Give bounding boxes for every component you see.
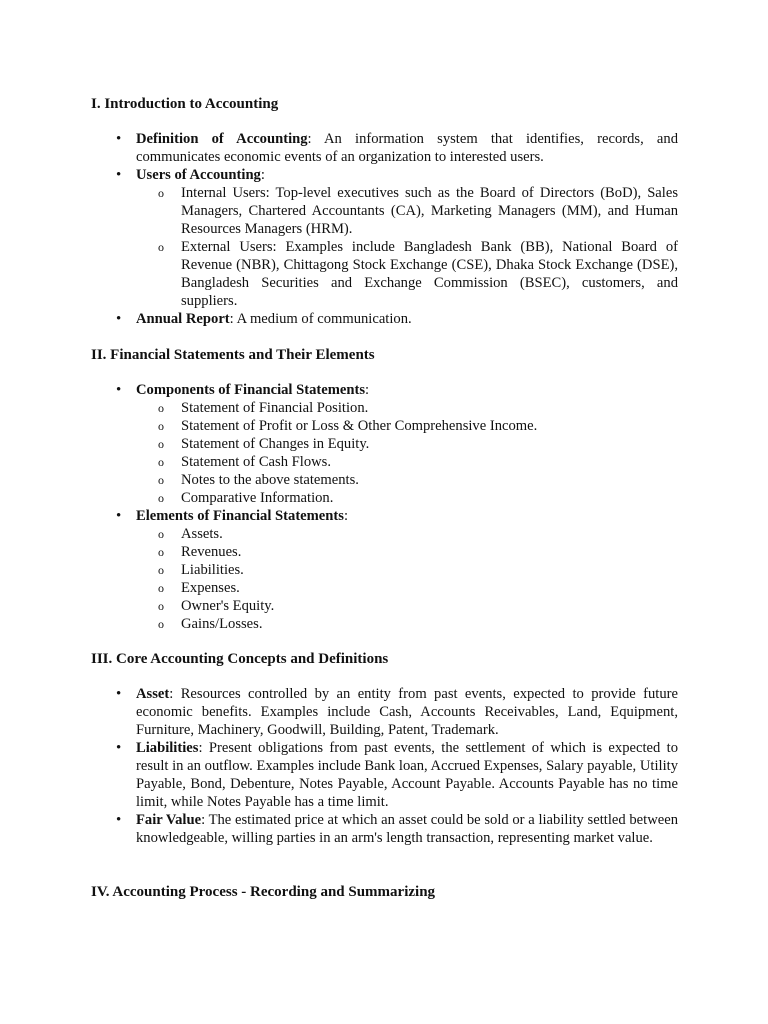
list-item-asset: • Asset: Resources controlled by an entity from past events, expected to provide future economic benefits. Examples include Cash, Accounts Receivables, Land, Equipment, Furniture, Machinery, Goodwill, Building, Patent, Trademark. xyxy=(116,686,678,738)
section-list-core-concepts xyxy=(116,685,678,847)
term-label: Fair Value xyxy=(136,812,202,828)
circle-bullet-icon: o xyxy=(158,491,164,505)
circle-bullet-icon: o xyxy=(158,401,164,415)
term-label: Users of Accounting xyxy=(136,167,261,183)
circle-bullet-icon: o xyxy=(158,473,164,487)
bullet-icon: • xyxy=(116,508,122,524)
bullet-icon: • xyxy=(116,740,122,756)
sublist-item: o Gains/Losses. xyxy=(158,616,263,632)
bullet-icon: • xyxy=(116,812,122,828)
section-list-financial-statements xyxy=(116,381,678,633)
circle-bullet-icon: o xyxy=(158,617,164,631)
sublist-item-external-users: o External Users: Examples include Bangladesh Bank (BB), National Board of Revenue (NBR), Chittagong Stock Exchange (CSE), Dhaka Stock Exchange (DSE), Bangladesh Securities and Exchange Commission (BSEC), customers, and suppliers. xyxy=(158,239,678,309)
circle-bullet-icon: o xyxy=(158,545,164,559)
circle-bullet-icon: o xyxy=(158,599,164,613)
circle-bullet-icon: o xyxy=(158,455,164,469)
definition-text: Present obligations from past events, the settlement of which is expected to result in an outflow. Examples include Bank loan, Accrued Expenses, Salary payable, Utility Payable, Bond, Debenture, Notes Payable, Account Payable. Accounts Payable has no time limit, while Notes Payable has a time limit. xyxy=(136,740,678,810)
circle-bullet-icon: o xyxy=(158,563,164,577)
sublist-item: o Statement of Cash Flows. xyxy=(158,454,331,470)
sublist-item: o Comparative Information. xyxy=(158,490,334,506)
circle-bullet-icon: o xyxy=(158,581,164,595)
section-heading-accounting-process: IV. Accounting Process - Recording and Summarizing xyxy=(91,884,436,900)
sublist-item: o Statement of Financial Position. xyxy=(158,400,369,416)
circle-bullet-icon: o xyxy=(158,419,164,433)
list-item-definition-of-accounting: • Definition of Accounting: An information system that identifies, records, and communicates economic events of an organization to interested users. xyxy=(116,131,678,165)
definition-text: An information system that identifies, records, and communicates economic events of an organization to interested users. xyxy=(136,131,678,165)
sublist-item: o Notes to the above statements. xyxy=(158,472,359,488)
circle-bullet-icon: o xyxy=(158,437,164,451)
sublist-item: o Statement of Changes in Equity. xyxy=(158,436,370,452)
section-list-introduction xyxy=(116,130,678,328)
sublist-item: o Assets. xyxy=(158,526,223,542)
sublist-item: o Statement of Profit or Loss & Other Comprehensive Income. xyxy=(158,418,538,434)
term-label: Annual Report xyxy=(136,311,230,327)
list-item-liabilities: • Liabilities: Present obligations from past events, the settlement of which is expected to result in an outflow. Examples include Bank loan, Accrued Expenses, Salary payable, Utility Payable, Bond, Debenture, Notes Payable, Account Payable. Accounts Payable has no time limit, while Notes Payable has a time limit. xyxy=(116,740,678,810)
definition-text: Resources controlled by an entity from past events, expected to provide future economic benefits. Examples include Cash, Accounts Receivables, Land, Equipment, Furniture, Machinery, Goodwill, Building, Patent, Trademark. xyxy=(136,686,678,738)
sublist-item: o Liabilities. xyxy=(158,562,244,578)
sublist-elements xyxy=(136,525,678,633)
bullet-icon: • xyxy=(116,311,122,327)
circle-bullet-icon: o xyxy=(158,240,164,254)
sublist-item: o Owner's Equity. xyxy=(158,598,275,614)
sublist-users xyxy=(136,184,678,310)
list-item-elements: • Elements of Financial Statements: o Assets. o Revenues. o Liabilities. o Expenses. o Owner's Equity. o Gains/Losses. xyxy=(136,507,678,633)
sublist-components xyxy=(136,399,678,507)
list-item-annual-report: • Annual Report: A medium of communication. xyxy=(116,311,412,327)
sublist-item: o Revenues. xyxy=(158,544,242,560)
bullet-icon: • xyxy=(116,382,122,398)
list-item-fair-value: • Fair Value: The estimated price at which an asset could be sold or a liability settled between knowledgeable, willing parties in an arm's length transaction, representing market value. xyxy=(116,812,678,846)
sublist-item-internal-users: o Internal Users: Top-level executives such as the Board of Directors (BoD), Sales Managers, Chartered Accountants (CA), Marketing Managers (MM), and Human Resources Managers (HRM). xyxy=(158,185,678,237)
list-item-users-of-accounting: • Users of Accounting: o Internal Users: Top-level executives such as the Board of Directors (BoD), Sales Managers, Chartered Accountants (CA), Marketing Managers (MM), and Human Resources Managers (HRM). o External Users: Examples include Bangladesh Bank (BB), National Board of Revenue (NBR), Chittagong Stock Exchange (CSE), Dhaka Stock Exchange (DSE), Bangladesh Securities and Exchange Commission (BSEC), customers, and suppliers. xyxy=(116,167,678,309)
term-label: Asset xyxy=(136,686,170,702)
circle-bullet-icon: o xyxy=(158,527,164,541)
section-heading-financial-statements: II. Financial Statements and Their Elements xyxy=(91,347,375,363)
definition-text: The estimated price at which an asset could be sold or a liability settled between knowledgeable, willing parties in an arm's length transaction, representing market value. xyxy=(136,812,678,846)
term-label: Definition of Accounting xyxy=(136,131,308,147)
definition-text: A medium of communication. xyxy=(236,311,412,327)
circle-bullet-icon: o xyxy=(158,186,164,200)
bullet-icon: • xyxy=(116,686,122,702)
section-heading-introduction: I. Introduction to Accounting xyxy=(91,96,279,112)
term-label: Components of Financial Statements xyxy=(136,382,366,398)
term-label: Elements of Financial Statements xyxy=(136,508,344,524)
sublist-item: o Expenses. xyxy=(158,580,240,596)
term-label: Liabilities xyxy=(136,740,199,756)
bullet-icon: • xyxy=(116,131,122,147)
section-heading-core-concepts: III. Core Accounting Concepts and Definitions xyxy=(91,651,389,667)
bullet-icon: • xyxy=(116,167,122,183)
list-item-components: • Components of Financial Statements: o Statement of Financial Position. o Statement of Profit or Loss & Other Comprehensive Income. o Statement of Changes in Equity. o Statement of Cash Flows. o Notes to the above statements. o Comparative Information. xyxy=(136,381,678,507)
